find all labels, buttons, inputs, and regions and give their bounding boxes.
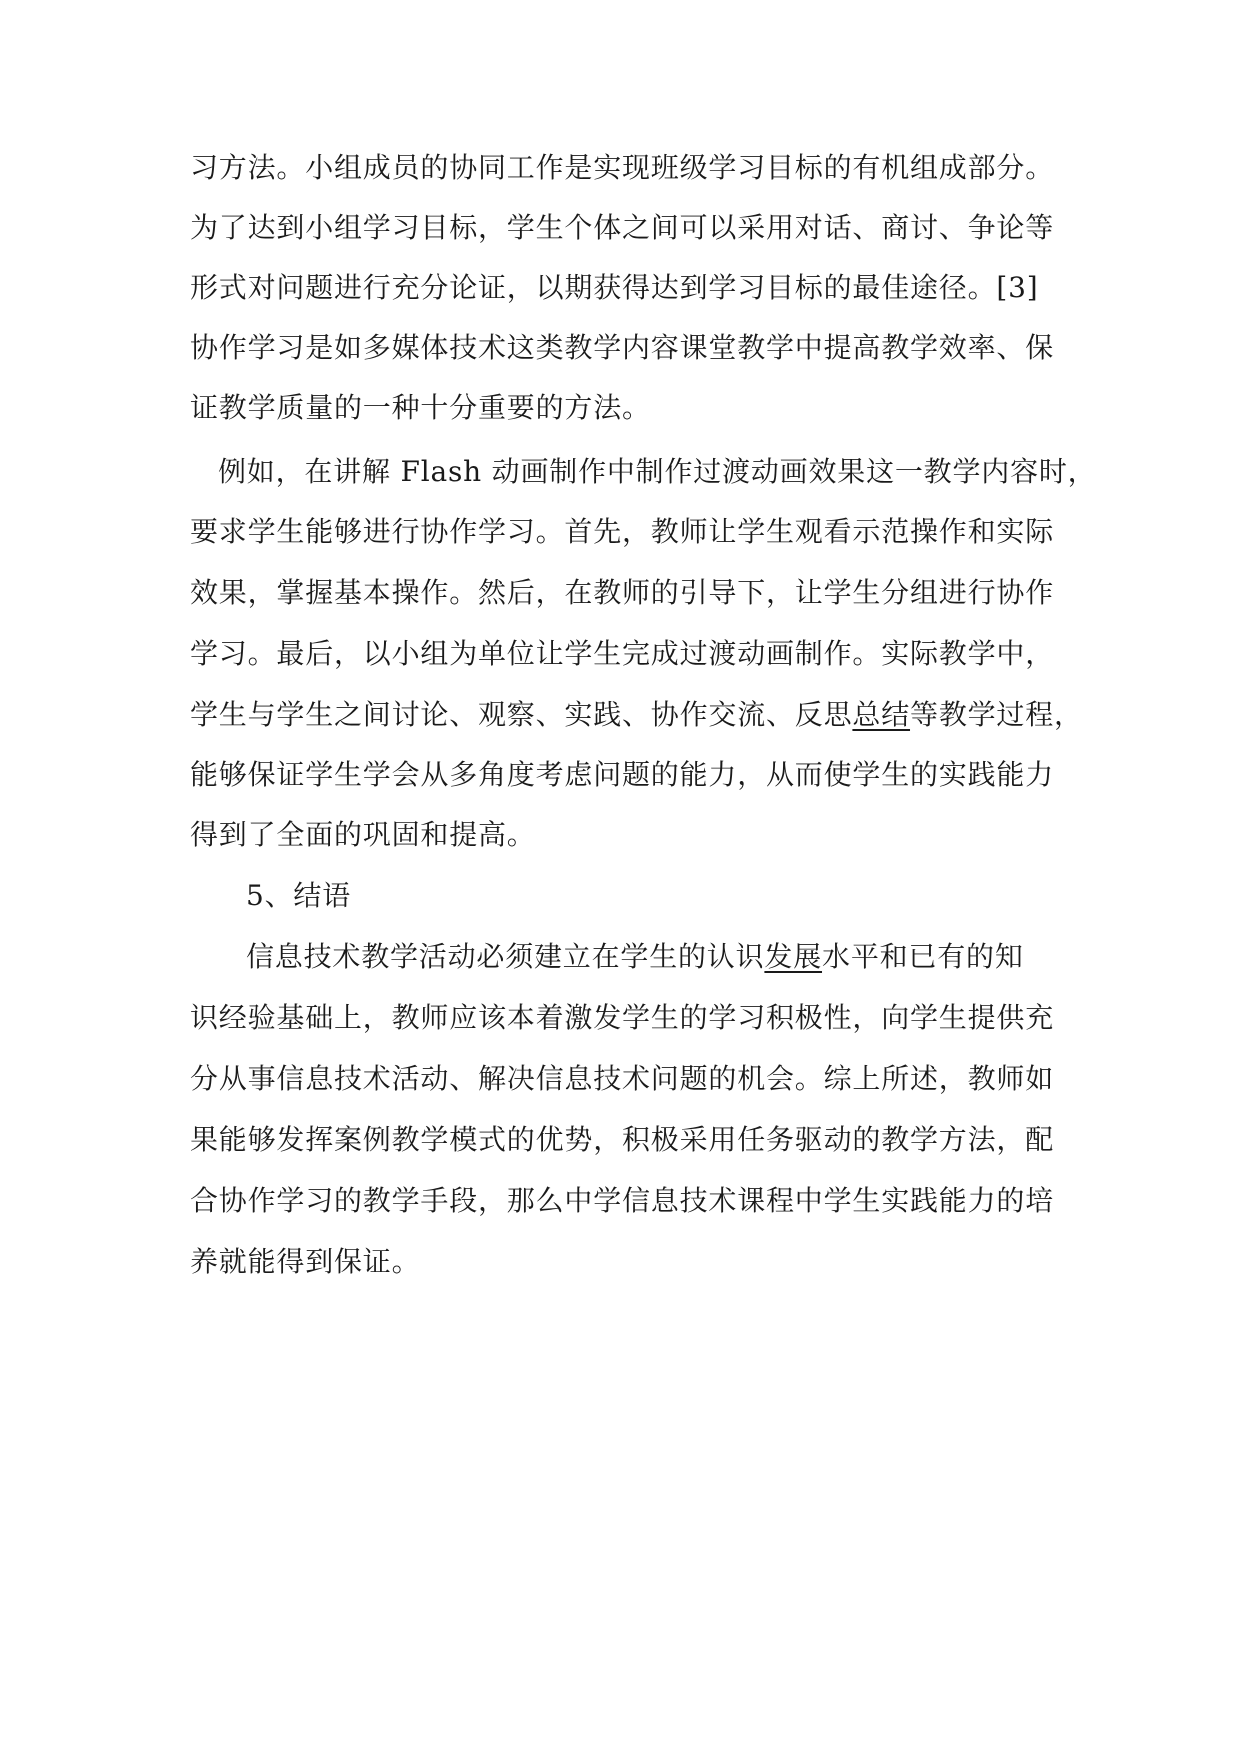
- paragraph-line: 证教学质量的一种十分重要的方法。: [190, 391, 651, 424]
- paragraph-line: 养就能得到保证。: [190, 1245, 421, 1278]
- paragraph-line: 能够保证学生学会从多角度考虑问题的能力，从而使学生的实践能力: [190, 758, 1055, 791]
- paragraph-text: 学生与学生之间讨论、观察、实践、协作交流、反思: [190, 698, 853, 731]
- paragraph-line: 协作学习是如多媒体技术这类教学内容课堂教学中提高教学效率、保: [190, 331, 1055, 364]
- paragraph-line: 识经验基础上，教师应该本着激发学生的学习积极性，向学生提供充: [190, 1001, 1055, 1034]
- paragraph-text: 等教学过程，: [910, 698, 1083, 731]
- underlined-term[interactable]: 总结: [852, 698, 911, 731]
- paragraph-line: [246, 937, 1116, 977]
- paragraph-line: 习方法。小组成员的协同工作是实现班级学习目标的有机组成部分。: [190, 151, 1055, 184]
- paragraph-line: 效果，掌握基本操作。然后，在教师的引导下，让学生分组进行协作: [190, 576, 1055, 609]
- paragraph-line: 得到了全面的巩固和提高。: [190, 818, 536, 851]
- section-heading: 5、结语: [246, 879, 352, 912]
- paragraph-line: [190, 695, 1083, 735]
- paragraph-line: 果能够发挥案例教学模式的优势，积极采用任务驱动的教学方法，配: [190, 1123, 1055, 1156]
- paragraph-line: 分从事信息技术活动、解决信息技术问题的机会。综上所述，教师如: [190, 1062, 1055, 1095]
- paragraph-text: 信息技术教学活动必须建立在学生的认识: [246, 940, 765, 973]
- underlined-term[interactable]: 发展: [764, 940, 823, 973]
- paragraph-line: 合协作学习的教学手段，那么中学信息技术课程中学生实践能力的培: [190, 1184, 1055, 1217]
- paragraph-text: 水平和已有的知: [822, 940, 1024, 973]
- paragraph-line: 学习。最后，以小组为单位让学生完成过渡动画制作。实际教学中，: [190, 637, 1055, 670]
- paragraph-line: 为了达到小组学习目标，学生个体之间可以采用对话、商讨、争论等: [190, 211, 1055, 244]
- paragraph-line: 要求学生能够进行协作学习。首先，教师让学生观看示范操作和实际: [190, 515, 1055, 548]
- paragraph-line: 形式对问题进行充分论证，以期获得达到学习目标的最佳途径。[3]: [190, 271, 1039, 304]
- paragraph-line: 例如，在讲解 Flash 动画制作中制作过渡动画效果这一教学内容时，: [218, 455, 1097, 488]
